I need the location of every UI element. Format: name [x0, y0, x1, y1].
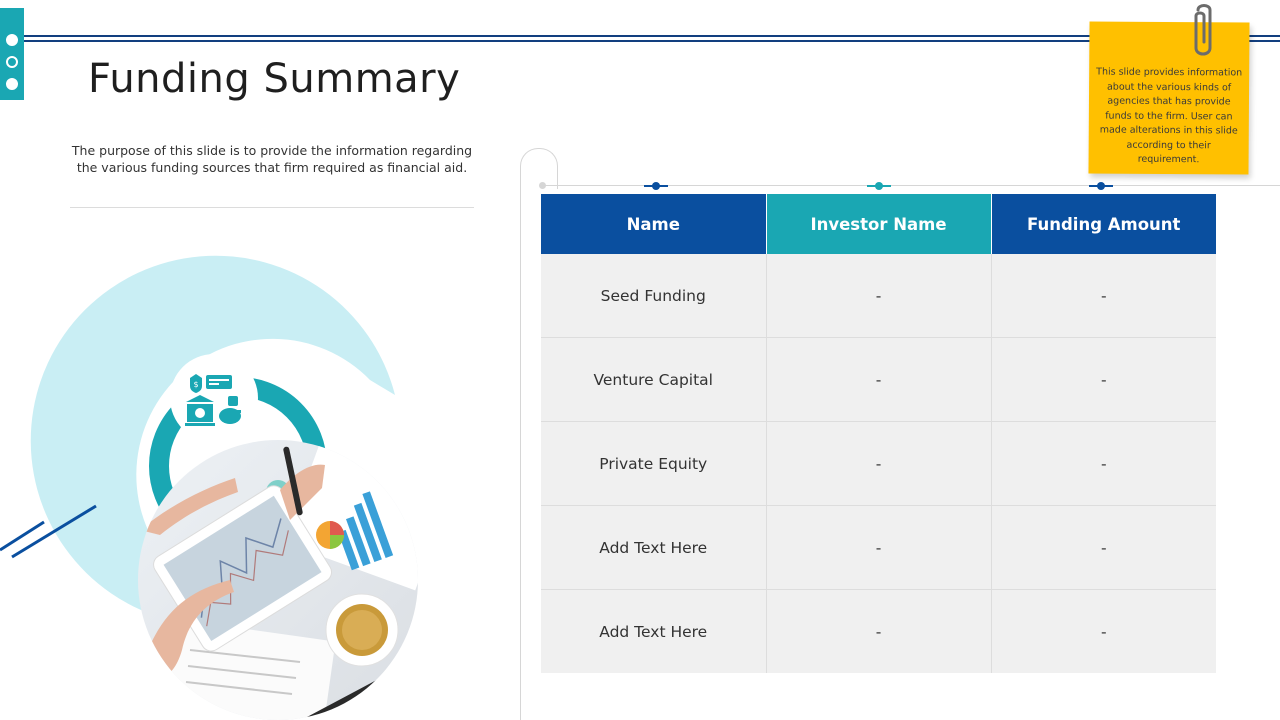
sticky-note	[1088, 21, 1249, 174]
cell-name: Venture Capital	[541, 338, 766, 422]
cell-investor: -	[766, 254, 991, 338]
page-subtitle: The purpose of this slide is to provide the information regarding the various funding sources that firm required as financial aid.	[71, 143, 473, 175]
cell-investor: -	[766, 590, 991, 674]
accent-line-1	[0, 522, 44, 550]
column-marker-name	[652, 182, 660, 190]
svg-text:$: $	[193, 380, 199, 389]
slide-nav-dot-1[interactable]	[6, 34, 18, 46]
table-row	[541, 422, 1216, 506]
funding-illustration	[0, 230, 440, 720]
subtitle-divider	[70, 207, 474, 208]
table-row	[541, 254, 1216, 338]
frame-knob	[539, 182, 546, 189]
frame-left-line	[520, 166, 521, 720]
table-row	[541, 338, 1216, 422]
header-name: Name	[541, 194, 766, 254]
column-marker-amount	[1097, 182, 1105, 190]
cell-amount: -	[991, 254, 1216, 338]
header-funding-amount: Funding Amount	[991, 194, 1216, 254]
slide-nav-dot-3[interactable]	[6, 78, 18, 90]
cell-name: Add Text Here	[541, 506, 766, 590]
desk-photo	[130, 430, 440, 720]
column-marker-investor	[875, 182, 883, 190]
slide-nav-dot-2[interactable]	[6, 56, 18, 68]
cell-amount: -	[991, 338, 1216, 422]
cell-name: Add Text Here	[541, 590, 766, 674]
cell-amount: -	[991, 590, 1216, 674]
cell-amount: -	[991, 506, 1216, 590]
cell-investor: -	[766, 338, 991, 422]
cell-name: Private Equity	[541, 422, 766, 506]
table-header-row	[541, 194, 1216, 254]
table-row	[541, 506, 1216, 590]
sticky-note-text: This slide provides information about the various kinds of agencies that has provide funds to the firm. User can made alterations in this slide according to their requirement.	[1096, 66, 1243, 166]
page-title: Funding Summary	[88, 56, 461, 102]
slide-nav-tab	[0, 8, 24, 100]
header-investor-name: Investor Name	[766, 194, 991, 254]
cell-investor: -	[766, 506, 991, 590]
cell-name: Seed Funding	[541, 254, 766, 338]
table-row	[541, 590, 1216, 674]
cell-investor: -	[766, 422, 991, 506]
funding-table	[541, 194, 1216, 673]
cell-amount: -	[991, 422, 1216, 506]
paperclip-icon	[1184, 2, 1224, 62]
